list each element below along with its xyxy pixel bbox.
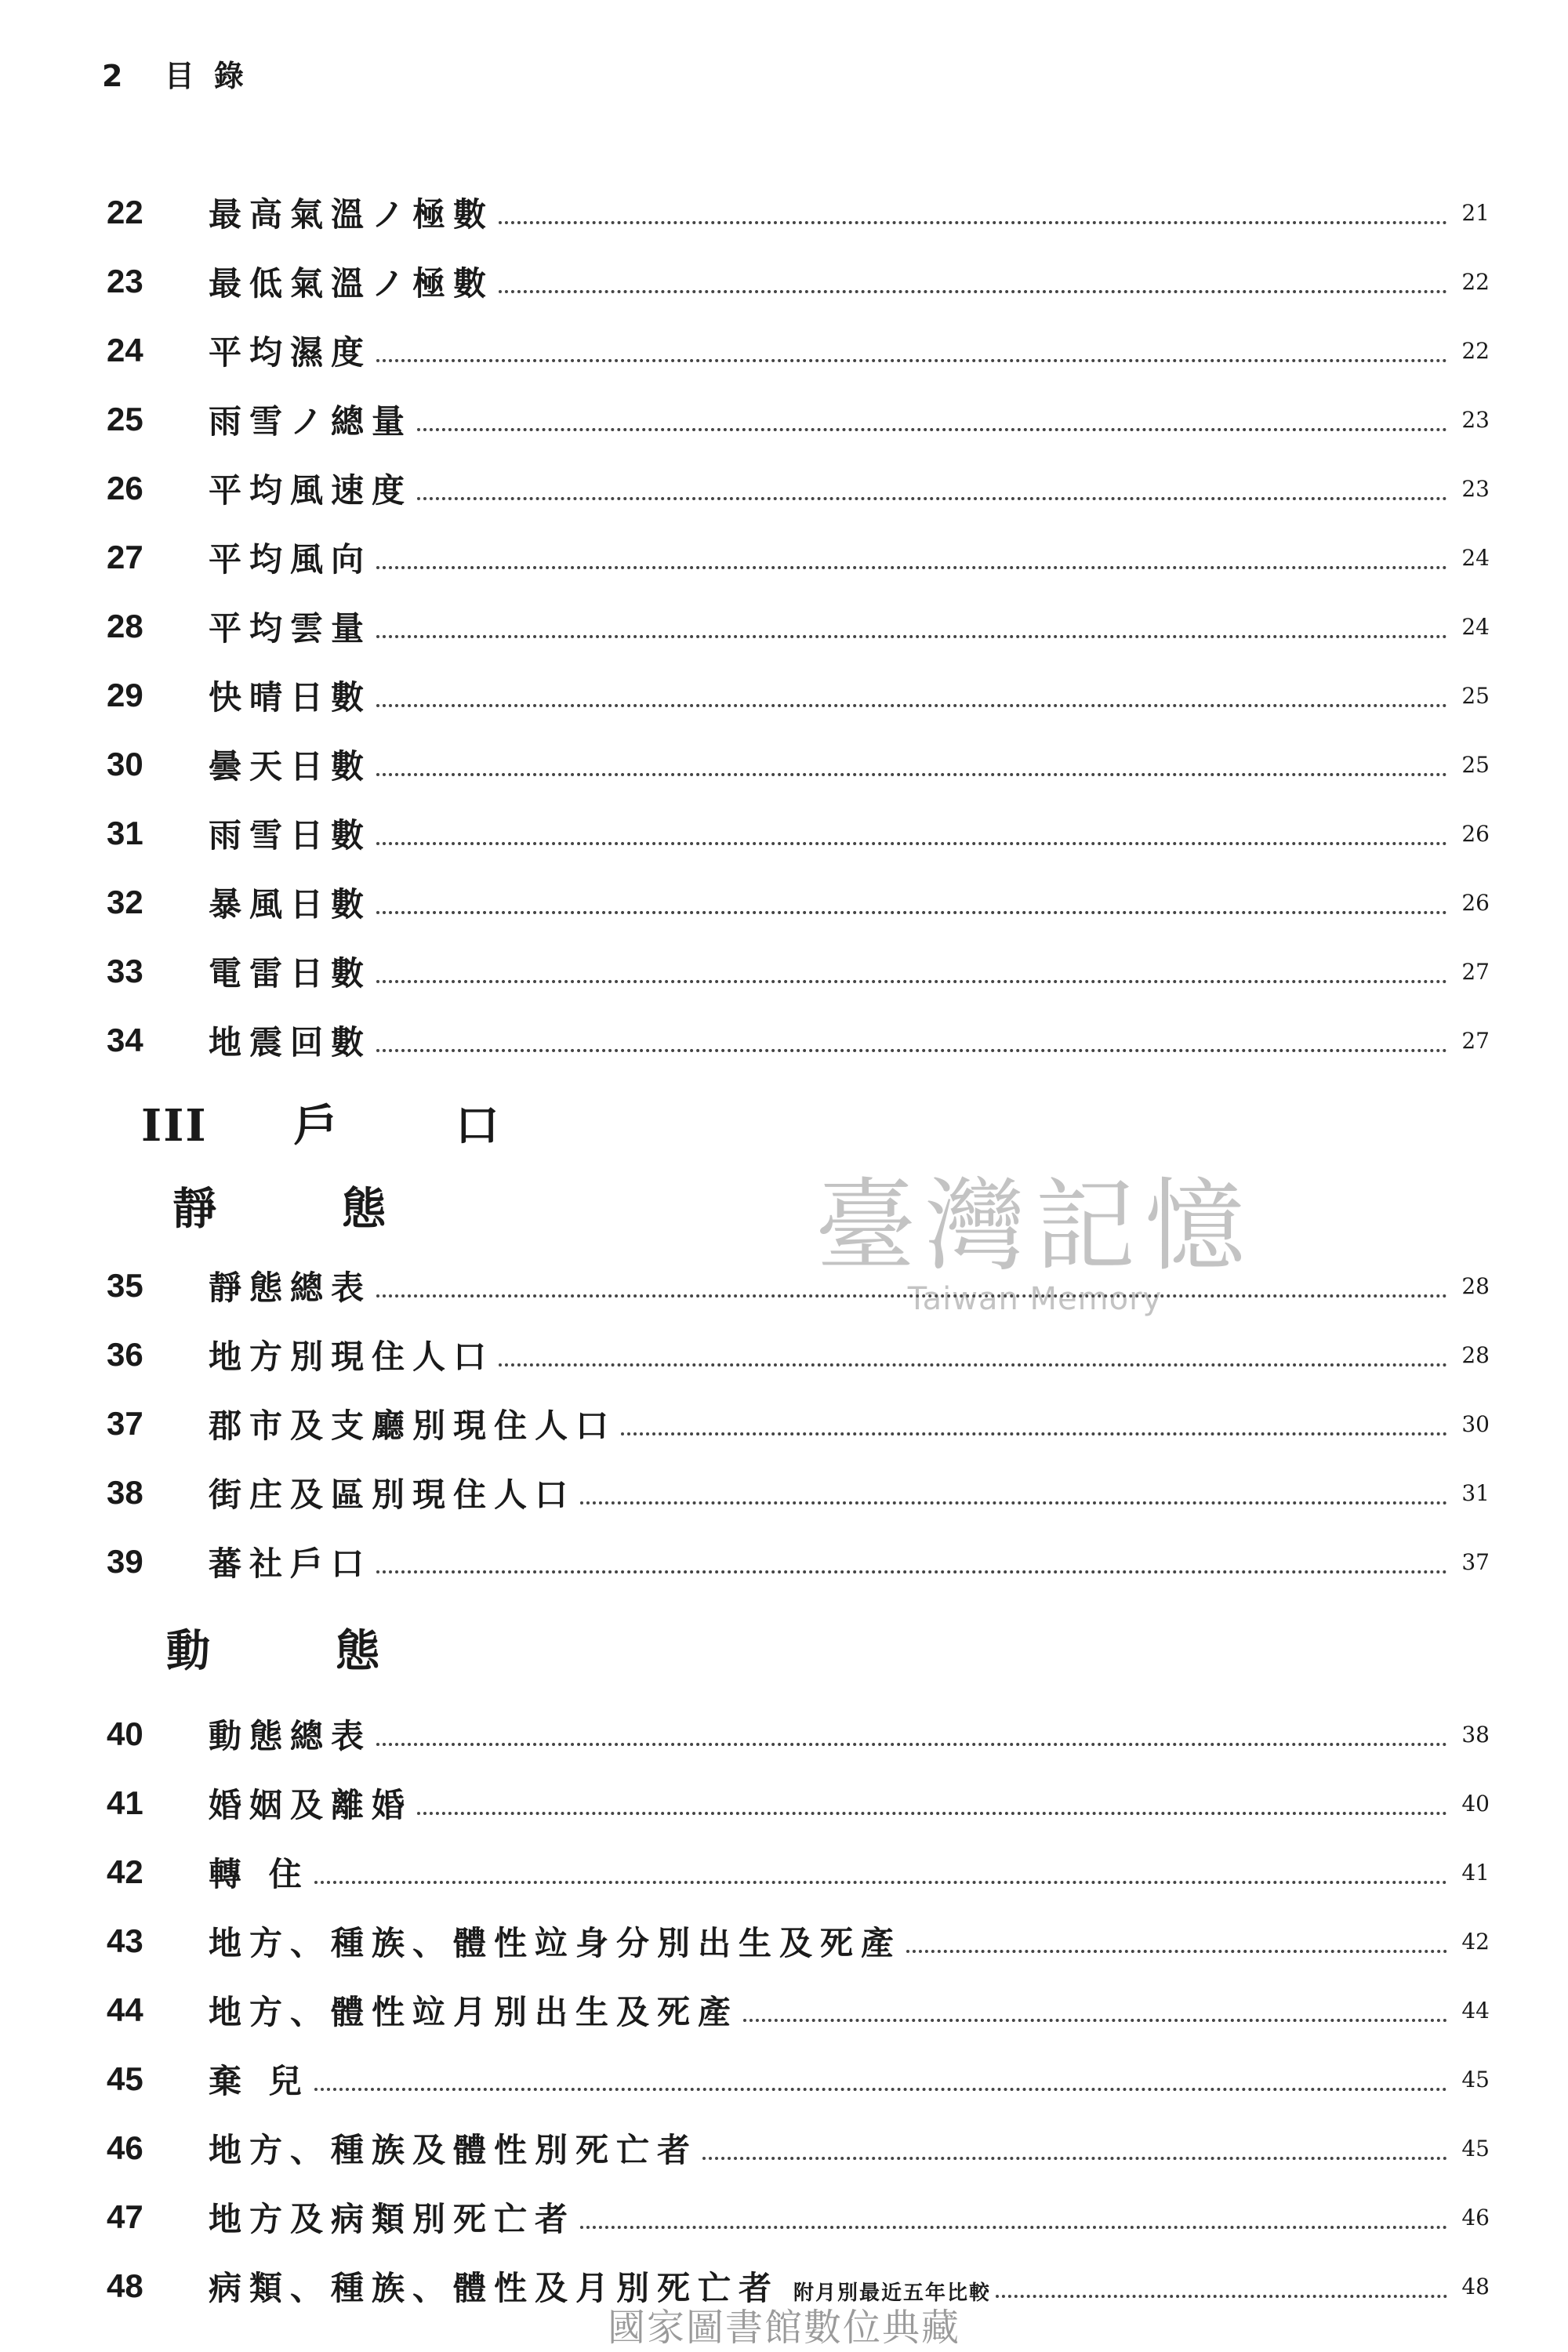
entry-page: 25 (1461, 682, 1490, 709)
entry-page: 45 (1461, 2135, 1490, 2161)
entry-title: 快晴日數 (209, 678, 372, 717)
page-header-title: 目 錄 (164, 59, 249, 93)
entry-title: 平均風速度 (209, 471, 413, 510)
entry-number: 42 (107, 1853, 143, 1890)
entry-number: 48 (107, 2267, 143, 2304)
toc-entry[interactable] (0, 392, 1568, 447)
toc-entry[interactable] (0, 737, 1568, 792)
dot-leader (314, 2088, 1447, 2091)
subsection-heading-dynamic (166, 1617, 379, 1679)
footer-stamp: 國家圖書館數位典藏 (607, 2306, 960, 2350)
entry-number: 22 (107, 194, 143, 230)
toc-entry[interactable] (0, 1845, 1568, 1900)
entry-title: 雨雪ノ總量 (209, 402, 413, 441)
section-roman-numeral: III (141, 1100, 208, 1152)
entry-page: 38 (1461, 1721, 1490, 1748)
dot-leader (376, 911, 1447, 914)
toc-entry[interactable] (0, 1396, 1568, 1451)
entry-title: 地方別現住人口 (209, 1338, 495, 1376)
entry-title: 地方、種族及體性別死亡者 (209, 2131, 699, 2169)
dot-leader (376, 1570, 1447, 1573)
entry-number: 45 (107, 2060, 143, 2097)
dot-leader (376, 1049, 1447, 1052)
entry-number: 24 (107, 332, 143, 368)
dot-leader (376, 566, 1447, 569)
entry-page: 24 (1461, 613, 1490, 640)
toc-entry[interactable] (0, 2190, 1568, 2245)
entry-title: 暴風日數 (209, 885, 372, 924)
entry-title: 動態總表 (209, 1717, 372, 1755)
dot-leader (314, 1881, 1447, 1884)
entry-number: 44 (107, 1991, 143, 2028)
dot-leader (376, 359, 1447, 362)
entry-page: 42 (1461, 1928, 1490, 1955)
entry-title: 街庄及區別現住人口 (209, 1475, 576, 1514)
entry-number: 39 (107, 1543, 143, 1580)
toc-entry[interactable] (0, 1914, 1568, 1969)
toc-entry[interactable] (0, 2121, 1568, 2176)
toc-entry[interactable] (0, 530, 1568, 585)
toc-entry[interactable] (0, 1465, 1568, 1520)
subsection-title-char: 態 (336, 1625, 379, 1677)
toc-entry[interactable] (0, 1013, 1568, 1068)
dot-leader (906, 1950, 1447, 1953)
entry-page: 41 (1461, 1859, 1490, 1886)
dot-leader (376, 635, 1447, 638)
entry-title: 平均雲量 (209, 609, 372, 648)
toc-entry[interactable] (0, 461, 1568, 516)
entry-number: 37 (107, 1405, 143, 1442)
dot-leader (376, 773, 1447, 776)
entry-page: 28 (1461, 1272, 1490, 1299)
section-heading (141, 1091, 499, 1154)
entry-page: 37 (1461, 1548, 1490, 1575)
toc-entry[interactable] (0, 1534, 1568, 1589)
entry-page: 44 (1461, 1997, 1490, 2024)
section-title-char: 戶 (293, 1100, 338, 1152)
subsection-title-char: 態 (342, 1183, 386, 1235)
entry-title: 平均風向 (209, 540, 372, 579)
entry-page: 26 (1461, 889, 1490, 916)
entry-page: 28 (1461, 1341, 1490, 1368)
dot-leader (376, 980, 1447, 983)
entry-title: 地方及病類別死亡者 (209, 2200, 576, 2238)
entry-page: 30 (1461, 1410, 1490, 1437)
subsection-heading-static (172, 1174, 386, 1237)
entry-number: 25 (107, 401, 143, 437)
dot-leader (702, 2157, 1447, 2160)
entry-number: 35 (107, 1267, 143, 1304)
toc-entry[interactable] (0, 1776, 1568, 1831)
entry-number: 47 (107, 2198, 143, 2235)
dot-leader (376, 842, 1447, 845)
toc-entry[interactable] (0, 944, 1568, 999)
entry-number: 43 (107, 1922, 143, 1959)
entry-page: 21 (1461, 199, 1490, 226)
toc-entry[interactable] (0, 1327, 1568, 1382)
page-header (102, 52, 249, 95)
dot-leader (417, 428, 1447, 431)
entry-number: 27 (107, 539, 143, 575)
entry-number: 31 (107, 815, 143, 851)
entry-title: 蕃社戶口 (209, 1544, 372, 1583)
entry-page: 26 (1461, 820, 1490, 847)
entry-title: 棄 兒 (209, 2062, 310, 2100)
entry-page: 31 (1461, 1479, 1490, 1506)
dot-leader (499, 221, 1447, 224)
entry-note: 附月別最近五年比較 (793, 2281, 992, 2305)
entry-title: 轉 住 (209, 1855, 310, 1893)
entry-title: 最低氣溫ノ極數 (209, 264, 495, 303)
entry-number: 34 (107, 1022, 143, 1058)
entry-title: 郡市及支廳別現住人口 (209, 1406, 617, 1445)
dot-leader (417, 497, 1447, 500)
toc-entry[interactable] (0, 323, 1568, 378)
toc-entry[interactable] (0, 1258, 1568, 1313)
section-title-char: 口 (455, 1100, 499, 1152)
entry-number: 36 (107, 1336, 143, 1373)
toc-entry[interactable] (0, 254, 1568, 309)
dot-leader (743, 2019, 1447, 2022)
entry-number: 32 (107, 884, 143, 920)
entry-page: 24 (1461, 544, 1490, 571)
dot-leader (417, 1812, 1447, 1815)
dot-leader (376, 1743, 1447, 1746)
entry-title: 地方、體性竝月別出生及死產 (209, 1993, 739, 2031)
entry-number: 26 (107, 470, 143, 506)
toc-entry[interactable] (0, 806, 1568, 861)
subsection-title-char: 靜 (172, 1183, 216, 1235)
dot-leader (580, 1501, 1447, 1504)
entry-title: 雨雪日數 (209, 816, 372, 855)
dot-leader (621, 1432, 1447, 1436)
entry-number: 40 (107, 1715, 143, 1752)
entry-page: 22 (1461, 337, 1490, 364)
entry-number: 29 (107, 677, 143, 713)
watermark-cjk: 臺灣記憶 (815, 1168, 1254, 1285)
entry-page: 45 (1461, 2066, 1490, 2092)
entry-number: 38 (107, 1474, 143, 1511)
entry-page: 23 (1461, 475, 1490, 502)
subsection-title-char: 動 (166, 1625, 210, 1677)
dot-leader (376, 704, 1447, 707)
dot-leader (499, 1363, 1447, 1367)
entry-page: 27 (1461, 958, 1490, 985)
entry-page: 46 (1461, 2204, 1490, 2230)
toc-entry[interactable] (0, 1983, 1568, 2038)
page-number: 2 (102, 59, 128, 93)
entry-page: 23 (1461, 406, 1490, 433)
dot-leader (376, 1294, 1447, 1298)
toc-entry[interactable] (0, 2052, 1568, 2107)
entry-page: 48 (1461, 2273, 1490, 2299)
dot-leader (996, 2295, 1447, 2298)
entry-number: 30 (107, 746, 143, 782)
entry-number: 41 (107, 1784, 143, 1821)
entry-title: 地震回數 (209, 1023, 372, 1062)
entry-title: 平均濕度 (209, 333, 372, 372)
toc-entry[interactable] (0, 1707, 1568, 1762)
entry-number: 33 (107, 953, 143, 989)
entry-title: 電雷日數 (209, 954, 372, 993)
dot-leader (499, 290, 1447, 293)
entry-number: 46 (107, 2129, 143, 2166)
toc-entry[interactable] (0, 668, 1568, 723)
watermark-en: Taiwan Memory (907, 1281, 1163, 1317)
entry-page: 40 (1461, 1790, 1490, 1817)
entry-title: 地方、種族、體性竝身分別出生及死產 (209, 1924, 902, 1962)
entry-title: 婚姻及離婚 (209, 1786, 413, 1824)
entry-title: 最高氣溫ノ極數 (209, 195, 495, 234)
dot-leader (580, 2226, 1447, 2229)
entry-number: 23 (107, 263, 143, 299)
entry-page: 25 (1461, 751, 1490, 778)
entry-title: 曇天日數 (209, 747, 372, 786)
entry-number: 28 (107, 608, 143, 644)
entry-title: 靜態總表 (209, 1269, 372, 1307)
toc-entry[interactable] (0, 875, 1568, 930)
entry-page: 22 (1461, 268, 1490, 295)
toc-entry[interactable] (0, 599, 1568, 654)
entry-page: 27 (1461, 1027, 1490, 1054)
entry-title-text: 病類、種族、體性及月別死亡者 (209, 2269, 780, 2307)
toc-entry[interactable] (0, 185, 1568, 240)
